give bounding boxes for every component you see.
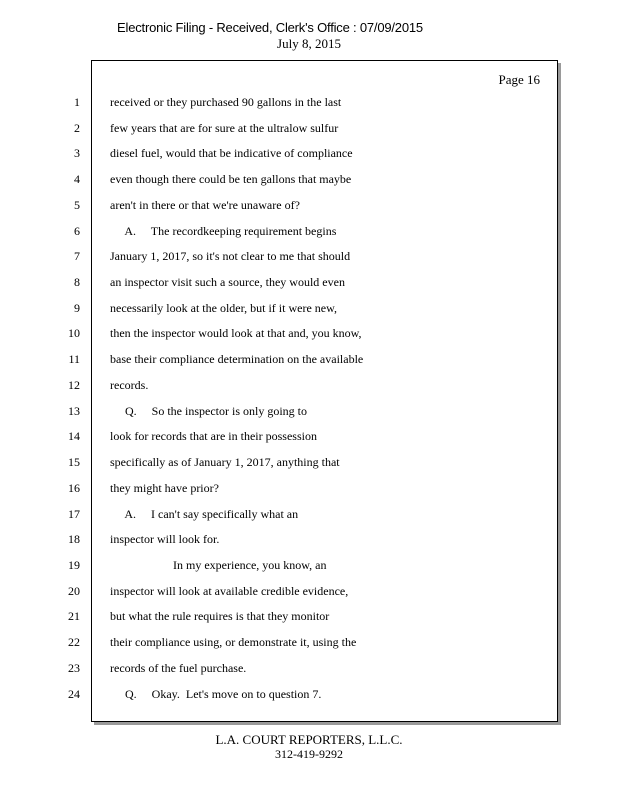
line-number: 8 <box>74 275 80 289</box>
line-text: aren't in there or that we're unaware of? <box>110 198 300 212</box>
line-number: 12 <box>68 378 80 392</box>
line-number: 15 <box>68 455 80 469</box>
line-number: 7 <box>74 249 80 263</box>
line-number: 4 <box>74 172 80 186</box>
line-text: few years that are for sure at the ultralow sulfur <box>110 121 339 135</box>
line-text: diesel fuel, would that be indicative of compliance <box>110 146 353 160</box>
line-text: records of the fuel purchase. <box>110 661 247 675</box>
filing-stamp: Electronic Filing - Received, Clerk's Office : 07/09/2015 <box>117 20 423 35</box>
line-number: 17 <box>68 507 80 521</box>
line-text: an inspector visit such a source, they would even <box>110 275 345 289</box>
line-number: 2 <box>74 121 80 135</box>
court-reporter-phone: 312-419-9292 <box>275 747 343 761</box>
line-text: Q. Okay. Let's move on to question 7. <box>110 687 322 701</box>
line-text: specifically as of January 1, 2017, anything that <box>110 455 340 469</box>
line-number: 23 <box>68 661 80 675</box>
line-text: but what the rule requires is that they monitor <box>110 609 330 623</box>
line-number: 20 <box>68 584 80 598</box>
page-number: Page 16 <box>498 72 540 87</box>
line-text: January 1, 2017, so it's not clear to me that should <box>110 249 351 263</box>
line-text: necessarily look at the older, but if it were new, <box>110 301 337 315</box>
line-text: Q. So the inspector is only going to <box>110 404 307 418</box>
line-number: 22 <box>68 635 80 649</box>
line-text: then the inspector would look at that and, you know, <box>110 326 362 340</box>
line-number: 10 <box>68 326 80 340</box>
line-number: 3 <box>74 146 80 160</box>
line-number: 1 <box>74 95 80 109</box>
line-number: 24 <box>68 687 80 701</box>
line-text: received or they purchased 90 gallons in the last <box>110 95 342 109</box>
transcript-date: July 8, 2015 <box>277 36 341 51</box>
line-number: 14 <box>68 429 80 443</box>
line-number: 6 <box>74 224 80 238</box>
line-text: their compliance using, or demonstrate it, using the <box>110 635 357 649</box>
line-number: 5 <box>74 198 80 212</box>
line-number: 18 <box>68 532 80 546</box>
line-text: base their compliance determination on the available <box>110 352 364 366</box>
line-number: 16 <box>68 481 80 495</box>
line-text: A. I can't say specifically what an <box>110 507 299 521</box>
line-number: 19 <box>68 558 80 572</box>
line-number: 11 <box>68 352 80 366</box>
line-text: inspector will look at available credible evidence, <box>110 584 349 598</box>
line-text: A. The recordkeeping requirement begins <box>110 224 337 238</box>
line-text: inspector will look for. <box>110 532 220 546</box>
line-text: even though there could be ten gallons that maybe <box>110 172 352 186</box>
line-text: In my experience, you know, an <box>110 558 327 572</box>
line-number: 13 <box>68 404 80 418</box>
line-text: they might have prior? <box>110 481 219 495</box>
court-reporter-name: L.A. COURT REPORTERS, L.L.C. <box>215 732 403 747</box>
line-number: 9 <box>74 301 80 315</box>
line-number: 21 <box>68 609 80 623</box>
line-text: records. <box>110 378 149 392</box>
line-text: look for records that are in their possession <box>110 429 317 443</box>
